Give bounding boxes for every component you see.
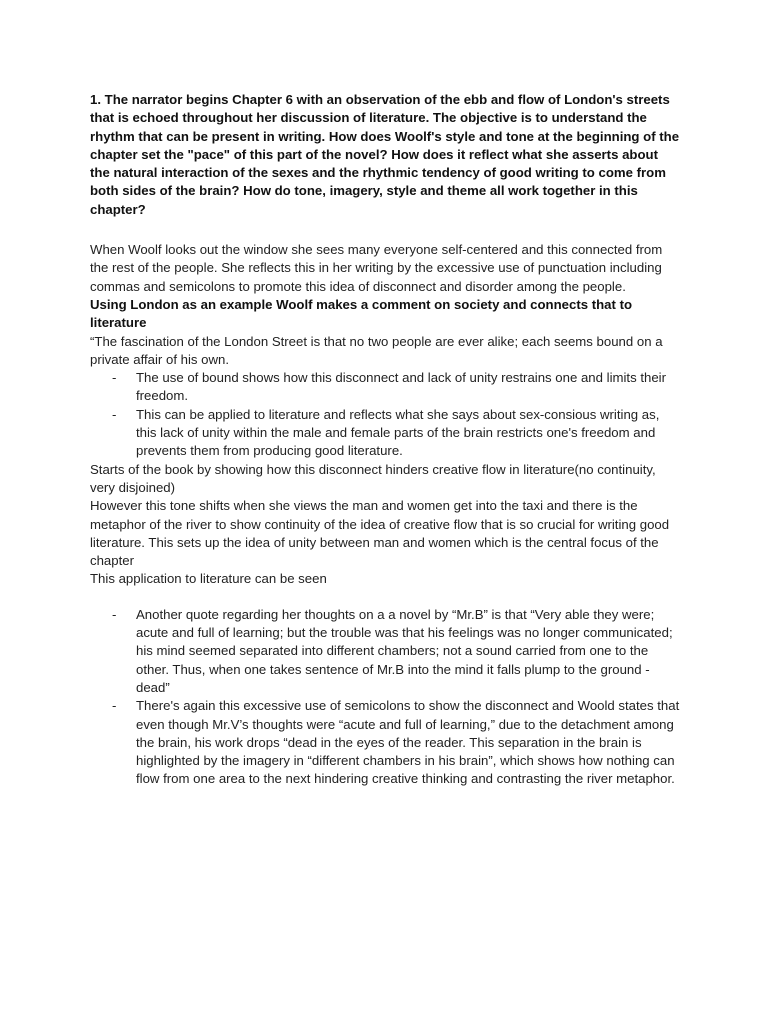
list-item <box>90 606 680 697</box>
quote-london-street: “The fascination of the London Street is that no two people are ever alike; each seems bound on a private affair of his own. <box>90 333 663 367</box>
dash-bullet: - <box>112 606 117 622</box>
paragraph-disconnect: Starts of the book by showing how this disconnect hinders creative flow in literature(no continuity, very disjoined) <box>90 461 656 495</box>
subheading-london-society: Using London as an example Woolf makes a comment on society and connects that to literature <box>90 296 633 331</box>
dash-bullet: - <box>112 698 117 714</box>
list-item-text: There's again this excessive use of semicolons to show the disconnect and Woold states that even though Mr.V’s thoughts were “acute and full of learning,” due to the detachment among the brain, his work drops “dead in the eyes of the reader. This separation in the brain is highlighted by the imagery in “different chambers in his brain”, which shows how nothing can flow from one area to the next hindering creative thinking and contrasting the river metaphor. <box>136 698 680 787</box>
document-page <box>90 91 680 789</box>
paragraph-window-observation: When Woolf looks out the window she sees many everyone self-centered and this connected from the rest of the people. She reflects this in her writing by the excessive use of punctuation including commas and semicolons to promote this idea of disconnect and disorder among the people. <box>90 242 663 294</box>
question-heading: 1. The narrator begins Chapter 6 with an observation of the ebb and flow of London's streets that is echoed throughout her discussion of literature. The objective is to understand the rhythm that can be present in writing. How does Woolf's style and tone at the beginning of the chapter set the "pace" of this part of the novel? How does it reflect what she asserts about the natural interaction of the sexes and the rhythmic tendency of good writing to come from both sides of the brain? How do tone, imagery, style and theme all work together in this chapter? <box>90 92 680 217</box>
dash-bullet: - <box>112 406 117 422</box>
bullet-list-mr-b <box>90 606 680 789</box>
paragraph-tone-shift: However this tone shifts when she views the man and women get into the taxi and there is the metaphor of the river to show continuity of the idea of creative flow that is so crucial for writing good literature. This sets up the idea of unity between man and women which is the central focus of the chapter <box>90 498 670 569</box>
list-item-text: The use of bound shows how this disconnect and lack of unity restrains one and limits their freedom. <box>136 370 666 404</box>
paragraph-application: This application to literature can be seen <box>90 571 327 587</box>
bullet-list-bound <box>90 369 680 460</box>
list-item-text: This can be applied to literature and reflects what she says about sex-consious writing as, this lack of unity within the male and female parts of the brain restricts one's freedom and prevents them from producing good literature. <box>136 406 660 459</box>
blank-line <box>90 589 680 606</box>
dash-bullet: - <box>112 370 117 386</box>
list-item <box>90 697 680 788</box>
list-item <box>90 369 680 406</box>
list-item <box>90 406 680 461</box>
list-item-text: Another quote regarding her thoughts on a a novel by “Mr.B” is that “Very able they were; acute and full of learning; but the trouble was that his feelings was no longer communicated; his mind seemed separated into different chambers; not a sound carried from one to the other. Thus, when one takes sentence of Mr.B into the mind it falls plump to the ground - dead” <box>136 606 673 695</box>
